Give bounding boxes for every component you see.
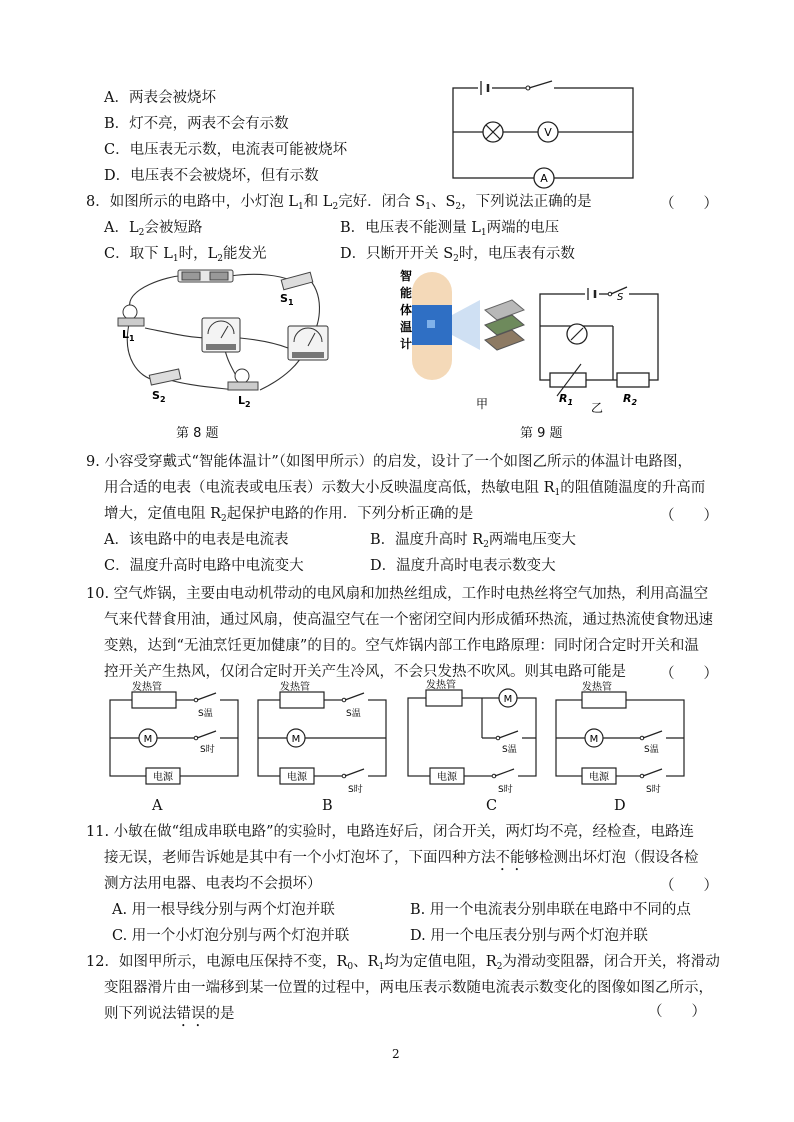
q7-circuit-diagram	[448, 80, 638, 188]
q10-b-motor: M	[291, 734, 301, 745]
q10-d-s-time: S时	[646, 785, 661, 795]
q8-option-c: C．取下 $L_1$时，$L_2$能发光	[104, 246, 267, 264]
q12-answer-bracket[interactable]: （ ）	[648, 1004, 706, 1020]
q10-letter-c: C	[486, 798, 498, 814]
q8-circuit-illustration	[110, 268, 350, 413]
q10-letter-b: B	[322, 798, 333, 814]
q9-vertical-char-1: 智	[400, 269, 413, 283]
q11-stem-line2: 接无误，老师告诉她是其中有一个小灯泡坏了，下面四种方法不能够检测出坏灯泡（假设各检	[104, 850, 699, 866]
q7-voltmeter-label: V	[544, 126, 552, 139]
q8-option-d: D．只断开开关 $S_2$时，电压表有示数	[340, 246, 575, 264]
q11-answer-bracket[interactable]: （ ）	[660, 878, 718, 894]
q9-stem-line2: 用合适的电表（电流表或电压表）示数大小反映温度高低，热敏电阻 $R_1$的阻值随温度的升高而	[104, 480, 706, 498]
q8-answer-bracket[interactable]: （ ）	[660, 196, 718, 212]
q10-a-s-time: S时	[200, 745, 215, 755]
q10-c-s-time: S时	[498, 785, 513, 795]
q10-stem-line3: 变熟，达到“无油烹饪更加健康”的目的。空气炸锅内部工作电路原理：同时闭合定时开关和温	[104, 638, 699, 654]
q12-stem-line1: 12．如图甲所示，电源电压保持不变，$R_0$、$R_1$均为定值电阻，$R_2$为滑动变阻器，闭合开关，将滑动	[86, 954, 720, 972]
q10-circuit-d	[552, 680, 688, 796]
q9-option-a: A．该电路中的电表是电流表	[104, 532, 289, 548]
q10-d-motor: M	[589, 734, 599, 745]
q9-vertical-char-3: 体	[400, 303, 413, 317]
q10-answer-bracket[interactable]: （ ）	[660, 666, 718, 682]
q8-option-a: A．$L_2$会被短路	[104, 220, 203, 238]
q9-figure-yi	[535, 286, 665, 414]
q10-stem-line2: 气来代替食用油，通过风扇，使高温空气在一个密闭空间内形成循环热流，通过热流使食物迅速	[104, 612, 713, 628]
q8-option-b: B．电压表不能测量 $L_1$两端的电压	[340, 220, 560, 238]
q11-stem-line1: 11. 小敏在做“组成串联电路”的实验时，电路连好后，闭合开关，两灯均不亮，经检查，电路连	[86, 824, 694, 840]
q10-stem-line1: 10. 空气炸锅，主要由电动机带动的电风扇和加热丝组成，工作时电热丝将空气加热，利用高温空	[86, 586, 709, 602]
q8-label-s1: $S_1$	[280, 292, 294, 307]
q9-label-s: S	[617, 292, 624, 303]
q8-stem: 8．如图所示的电路中，小灯泡 $L_1$和 $L_2$完好．闭合 $S_1$、$S_2$，下列说法正确的是	[86, 194, 592, 212]
q9-stem-line3: 增大，定值电阻 $R_2$起保护电路的作用．下列分析正确的是	[104, 506, 474, 524]
q12-stem-line2: 变阻器滑片由一端移到某一位置的过程中，两电压表示数随电流表示数变化的图像如图乙所示，	[104, 980, 713, 996]
q10-b-power: 电源	[287, 772, 307, 783]
q9-figure-jia	[390, 270, 530, 412]
q7-option-a: A．两表会被烧坏	[104, 90, 216, 106]
q10-c-heater: 发热管	[426, 680, 456, 691]
q10-stem-line4: 控开关产生热风，仅闭合定时开关产生冷风，不会只发热不吹风。则其电路可能是	[104, 664, 626, 680]
q10-c-motor: M	[503, 694, 513, 705]
q8-label-s2: $S_2$	[152, 389, 166, 404]
q10-a-heater: 发热管	[132, 682, 162, 693]
q10-a-s-temp: S温	[198, 709, 213, 719]
q8-label-l1: $L_1$	[122, 328, 135, 343]
q9-option-c: C．温度升高时电路中电流变大	[104, 558, 304, 574]
q11-stem-line3: 测方法用电器、电表均不会损坏）	[104, 876, 322, 892]
q11-option-b: B. 用一个电流表分别串联在电路中不同的点	[410, 902, 691, 918]
q7-option-d: D．电压表不会被烧坏，但有示数	[104, 168, 319, 184]
q10-b-s-temp: S温	[346, 709, 361, 719]
q9-answer-bracket[interactable]: （ ）	[660, 508, 718, 524]
q7-option-c: C．电压表无示数，电流表可能被烧坏	[104, 142, 348, 158]
svg-text:R1: $R_1$	[559, 392, 574, 407]
q10-a-power: 电源	[153, 772, 173, 783]
q10-c-s-temp: S温	[502, 745, 517, 755]
q8-figure-caption: 第 8 题	[176, 426, 219, 441]
q10-letter-d: D	[614, 798, 626, 814]
q10-circuit-b	[254, 680, 390, 796]
q9-vertical-char-4: 温	[400, 320, 413, 334]
q9-option-d: D．温度升高时电表示数变大	[370, 558, 556, 574]
q9-label-yi: 乙	[591, 401, 604, 415]
q10-c-power: 电源	[437, 772, 457, 783]
q11-option-c: C. 用一个小灯泡分别与两个灯泡并联	[112, 928, 350, 944]
q11-option-d: D. 用一个电压表分别与两个灯泡并联	[410, 928, 648, 944]
q10-b-s-time: S时	[348, 785, 363, 795]
q12-stem-line3: 则下列说法错误的是	[104, 1006, 235, 1022]
q10-d-heater: 发热管	[582, 682, 612, 693]
q10-d-s-temp: S温	[644, 745, 659, 755]
q10-b-heater: 发热管	[280, 682, 310, 693]
q7-ammeter-label: A	[540, 172, 548, 185]
q10-letter-a: A	[152, 798, 163, 814]
q10-a-motor: M	[143, 734, 153, 745]
q10-circuit-c	[404, 680, 540, 796]
q9-figure-caption: 第 9 题	[520, 426, 563, 441]
q9-vertical-char-5: 计	[400, 337, 413, 351]
q10-circuit-a	[106, 680, 242, 792]
q9-option-b: B．温度升高时 $R_2$两端电压变大	[370, 532, 576, 550]
page-number: 2	[392, 1047, 400, 1061]
q7-option-b: B．灯不亮，两表不会有示数	[104, 116, 289, 132]
q9-vertical-char-2: 能	[400, 286, 413, 300]
q8-label-l2: $L_2$	[238, 394, 251, 409]
q10-d-power: 电源	[589, 772, 609, 783]
q11-option-a: A. 用一根导线分别与两个灯泡并联	[112, 902, 335, 918]
svg-text:R2: $R_2$	[623, 392, 638, 407]
q9-stem-line1: 9. 小容受穿戴式“智能体温计”（如图甲所示）的启发，设计了一个如图乙所示的体温计电路图，	[86, 454, 693, 470]
q9-label-jia: 甲	[476, 397, 489, 411]
